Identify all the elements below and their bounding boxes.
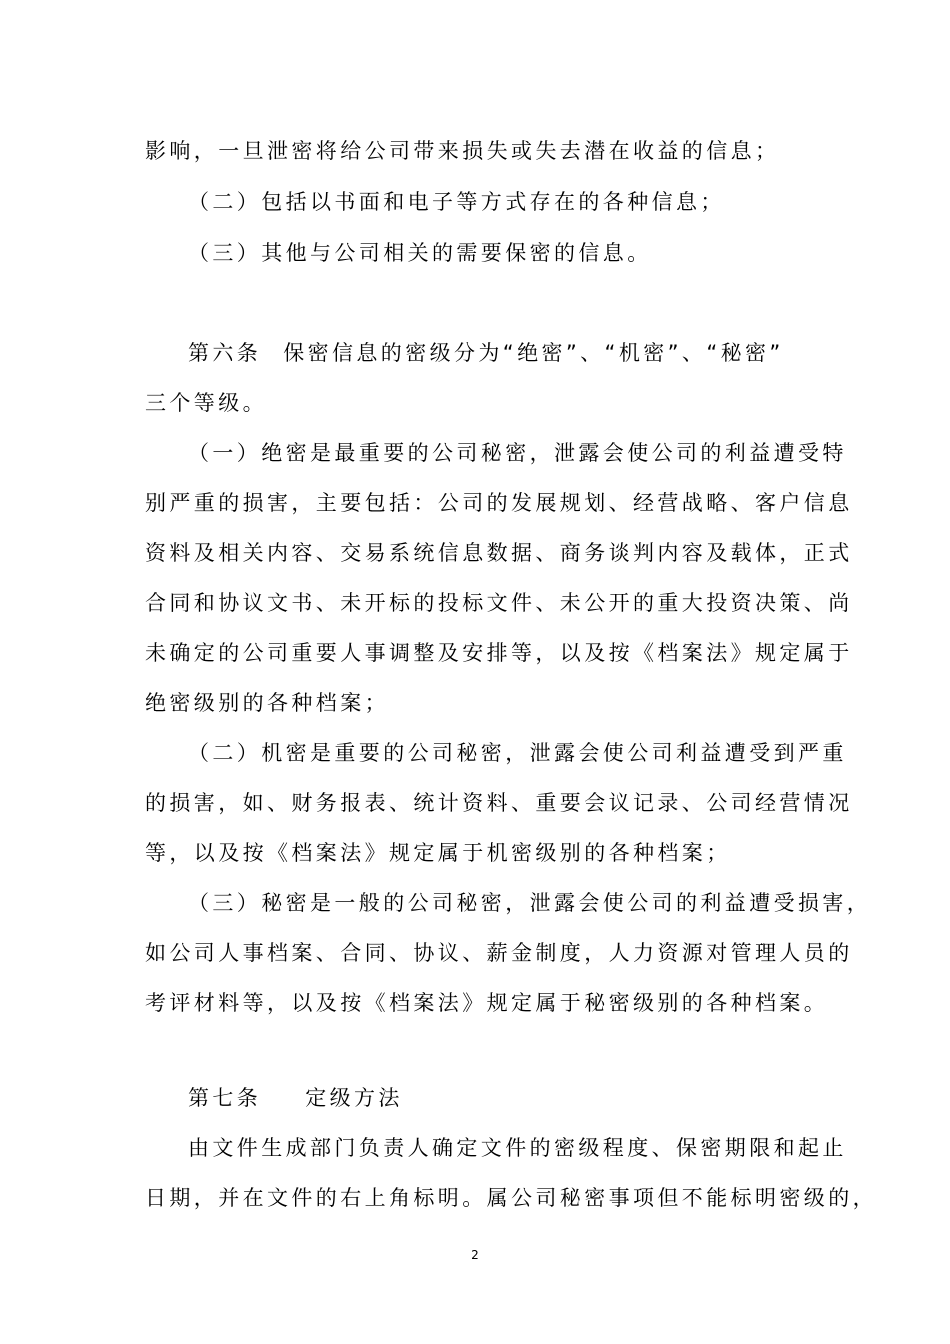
body-text-line: 等，以及按《档案法》规定属于机密级别的各种档案； <box>145 841 731 865</box>
body-text-line: （一）绝密是最重要的公司秘密，泄露会使公司的利益遭受特 <box>188 441 847 465</box>
body-text-line: 未确定的公司重要人事调整及安排等，以及按《档案法》规定属于 <box>145 641 853 665</box>
body-text-line: （二）包括以书面和电子等方式存在的各种信息； <box>188 190 725 214</box>
body-text-line: 别严重的损害，主要包括：公司的发展规划、经营战略、客户信息 <box>145 491 853 515</box>
body-text-line: 三个等级。 <box>145 391 267 415</box>
article-text: 定级方法 <box>305 1086 403 1110</box>
body-text-line: 的损害，如、财务报表、统计资料、重要会议记录、公司经营情况 <box>145 791 853 815</box>
body-text-line: 日期，并在文件的右上角标明。属公司秘密事项但不能标明密级的， <box>145 1186 877 1210</box>
body-text-line: 资料及相关内容、交易系统信息数据、商务谈判内容及载体，正式 <box>145 541 853 565</box>
body-text-line: 考评材料等，以及按《档案法》规定属于秘密级别的各种档案。 <box>145 991 829 1015</box>
article-text: 保密信息的密级分为“绝密”、“机密”、“秘密” <box>283 341 784 365</box>
body-text-line: 如公司人事档案、合同、协议、薪金制度，人力资源对管理人员的 <box>145 941 853 965</box>
article-6-heading <box>188 340 784 366</box>
body-text-line: （三）其他与公司相关的需要保密的信息。 <box>188 241 652 265</box>
body-text-line: 影响，一旦泄密将给公司带来损失或失去潜在收益的信息； <box>145 139 780 163</box>
article-7-heading <box>188 1085 403 1111</box>
page-number: 2 <box>471 1248 479 1262</box>
article-number: 第七条 <box>188 1086 262 1110</box>
body-text-line: 合同和协议文书、未开标的投标文件、未公开的重大投资决策、尚 <box>145 591 853 615</box>
body-text-line: （二）机密是重要的公司秘密，泄露会使公司利益遭受到严重 <box>188 741 847 765</box>
body-text-line: 由文件生成部门负责人确定文件的密级程度、保密期限和起止 <box>188 1136 847 1160</box>
article-number: 第六条 <box>188 341 262 365</box>
body-text-line: （三）秘密是一般的公司秘密，泄露会使公司的利益遭受损害， <box>188 891 872 915</box>
body-text-line: 绝密级别的各种档案； <box>145 691 389 715</box>
